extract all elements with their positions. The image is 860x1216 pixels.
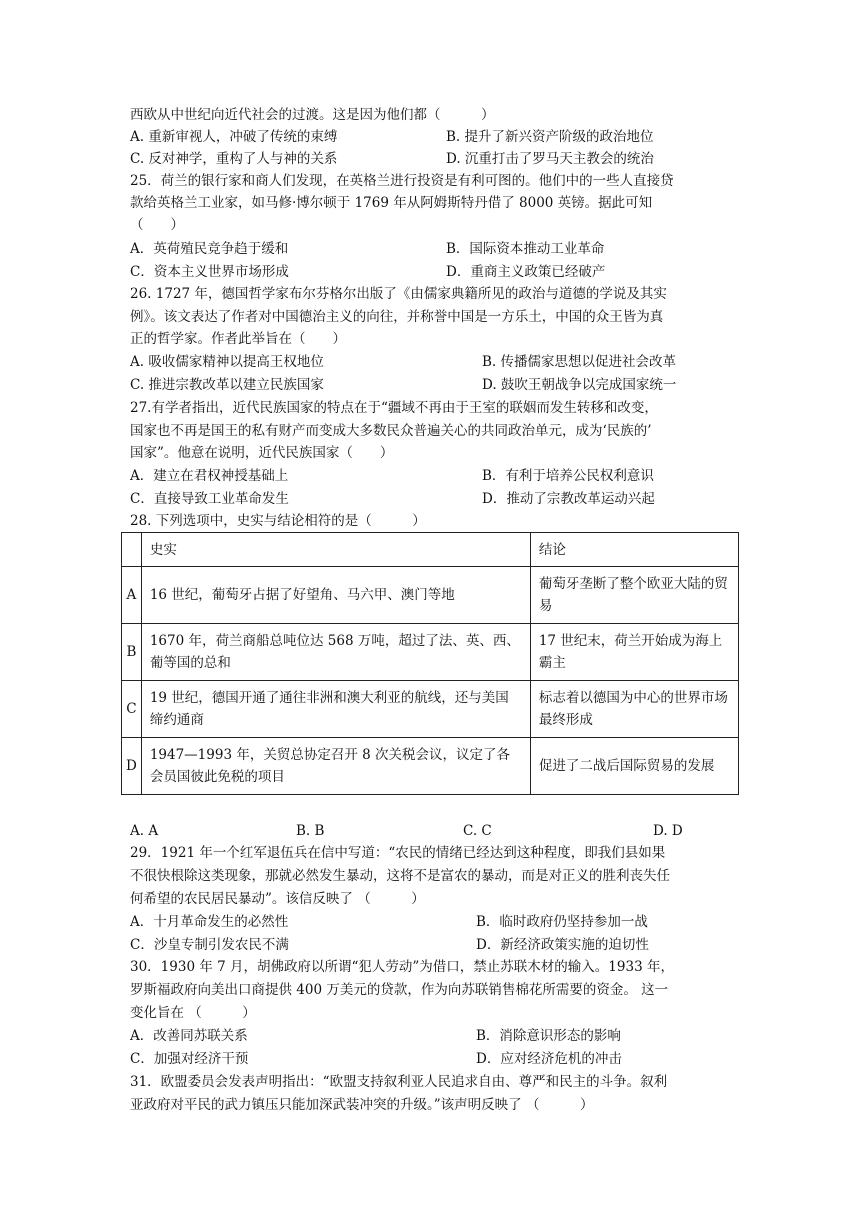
q30-stem-line-1: 30．1930 年 7 月，胡佛政府以所谓“犯人劳动”为借口，禁止苏联木材的输入。1933 年， (130, 959, 674, 975)
q24-option-a: A. 重新审视人，冲破了传统的束缚 (130, 129, 338, 145)
q31-stem-line-1: 31．欧盟委员会发表声明指出：“欧盟支持叙利亚人民追求自由、尊严和民主的斗争。叙利 (130, 1074, 668, 1090)
table-header-conclusion: 结论 (530, 533, 738, 567)
table-row (122, 624, 739, 681)
q26-stem-line-2: 例》。该文表达了作者对中国德治主义的向往，并称誉中国是一方乐土，中国的众王皆为真 (130, 309, 664, 325)
row-label: C (122, 681, 142, 738)
q26-stem-line-1: 26. 1727 年，德国哲学家布尔芬格尔出版了《由儒家典籍所见的政治与道德的学说及其实 (130, 286, 667, 302)
row-fact: 16 世纪，葡萄牙占据了好望角、马六甲、澳门等地 (141, 567, 530, 624)
q29-stem-line-3: 何希望的农民居民暴动”。该信反映了 （ ） (130, 891, 425, 907)
q26-option-a: A. 吸收儒家精神以提高王权地位 (130, 354, 324, 370)
q25-option-d: D．重商主义政策已经破产 (446, 264, 606, 280)
q29-stem-line-1: 29．1921 年一个红军退伍兵在信中写道：“农民的情绪已经达到这种程度，即我们县如果 (130, 845, 666, 861)
row-fact: 19 世纪，德国开通了通往非洲和澳大利亚的航线，还与美国缔约通商 (141, 681, 530, 738)
q29-option-b: B．临时政府仍坚持参加一战 (476, 914, 648, 930)
q29-option-a: A．十月革命发生的必然性 (130, 914, 289, 930)
q30-option-b: B．消除意识形态的影响 (476, 1028, 621, 1044)
table-row (122, 738, 739, 795)
row-conclusion: 葡萄牙垄断了整个欧亚大陆的贸易 (530, 567, 738, 624)
q28-option-c: C. C (463, 823, 492, 839)
table-header-fact: 史实 (141, 533, 530, 567)
q28-option-a: A. A (130, 823, 159, 839)
table-header-row (122, 533, 739, 567)
q27-stem-line-1: 27.有学者指出，近代民族国家的特点在于“疆域不再由于王室的联姻而发生转移和改变， (130, 400, 658, 416)
q29-stem-line-2: 不很快根除这类现象，那就必然发生暴动，这将不是富农的暴动，而是对正义的胜利丧失任 (130, 868, 670, 884)
q28-option-d: D. D (653, 823, 683, 839)
q25-stem-line-1: 25．荷兰的银行家和商人们发现，在英格兰进行投资是有利可图的。他们中的一些人直接贷 (130, 173, 674, 189)
row-conclusion: 促进了二战后国际贸易的发展 (530, 738, 738, 795)
q25-option-a: A．英荷殖民竞争趋于缓和 (130, 241, 289, 257)
q27-stem-line-3: 国家”。他意在说明，近代民族国家（ ） (130, 445, 394, 461)
q26-option-d: D. 鼓吹王朝战争以完成国家统一 (482, 377, 677, 393)
q24-option-c: C. 反对神学，重构了人与神的关系 (130, 151, 338, 167)
q29-option-d: D．新经济政策实施的迫切性 (476, 937, 649, 953)
q27-option-c: C．直接导致工业革命发生 (130, 491, 289, 507)
q26-option-b: B. 传播儒家思想以促进社会改革 (482, 354, 677, 370)
q31-stem-line-2: 亚政府对平民的武力镇压只能加深武装冲突的升级。”该声明反映了 （ ） (130, 1097, 594, 1113)
q25-option-c: C．资本主义世界市场形成 (130, 264, 289, 280)
q30-stem-line-2: 罗斯福政府向美出口商提供 400 万美元的贷款，作为向苏联销售棉花所需要的资金。 这一 (130, 982, 669, 998)
q30-option-c: C．加强对经济干预 (130, 1051, 249, 1067)
q26-stem-line-3: 正的哲学家。作者此举旨在（ ） (130, 331, 346, 347)
q29-option-c: C．沙皇专制引发农民不满 (130, 937, 289, 953)
q27-option-d: D．推动了宗教改革运动兴起 (482, 491, 655, 507)
q28-option-b: B. B (296, 823, 325, 839)
row-label: A (122, 567, 142, 624)
q25-option-b: B．国际资本推动工业革命 (446, 241, 605, 257)
row-fact: 1947—1993 年，关贸总协定召开 8 次关税会议，议定了各会员国彼此免税的项目 (141, 738, 530, 795)
q30-stem-line-3: 变化旨在 （ ） (130, 1005, 256, 1021)
table-header-label-cell (122, 533, 142, 567)
q24-option-d: D. 沉重打击了罗马天主教会的统治 (446, 151, 654, 167)
row-conclusion: 17 世纪末，荷兰开始成为海上霸主 (530, 624, 738, 681)
q30-option-a: A．改善同苏联关系 (130, 1028, 248, 1044)
row-conclusion: 标志着以德国为中心的世界市场最终形成 (530, 681, 738, 738)
q28-stem: 28. 下列选项中，史实与结论相符的是（ ） (130, 513, 426, 529)
q28-table (121, 532, 739, 795)
q25-stem-line-2: 款给英格兰工业家，如马修·博尔顿于 1769 年从阿姆斯特丹借了 8000 英镑。据此可知 (130, 195, 653, 211)
table-row (122, 567, 739, 624)
q30-option-d: D．应对经济危机的冲击 (476, 1051, 622, 1067)
row-label: D (122, 738, 142, 795)
row-fact: 1670 年，荷兰商船总吨位达 568 万吨，超过了法、英、西、葡等国的总和 (141, 624, 530, 681)
q24-option-b: B. 提升了新兴资产阶级的政治地位 (446, 129, 654, 145)
q25-stem-line-3: （ ） (130, 217, 184, 233)
q24-stem: 西欧从中世纪向近代社会的过渡。这是因为他们都（ ） (130, 107, 495, 123)
q27-option-b: B．有利于培养公民权利意识 (482, 468, 654, 484)
q27-option-a: A．建立在君权神授基础上 (130, 468, 289, 484)
row-label: B (122, 624, 142, 681)
table-row (122, 681, 739, 738)
q26-option-c: C. 推进宗教改革以建立民族国家 (130, 377, 324, 393)
q27-stem-line-2: 国家也不再是国王的私有财产而变成大多数民众普遍关心的共同政治单元，成为‘民族的’ (130, 423, 652, 439)
